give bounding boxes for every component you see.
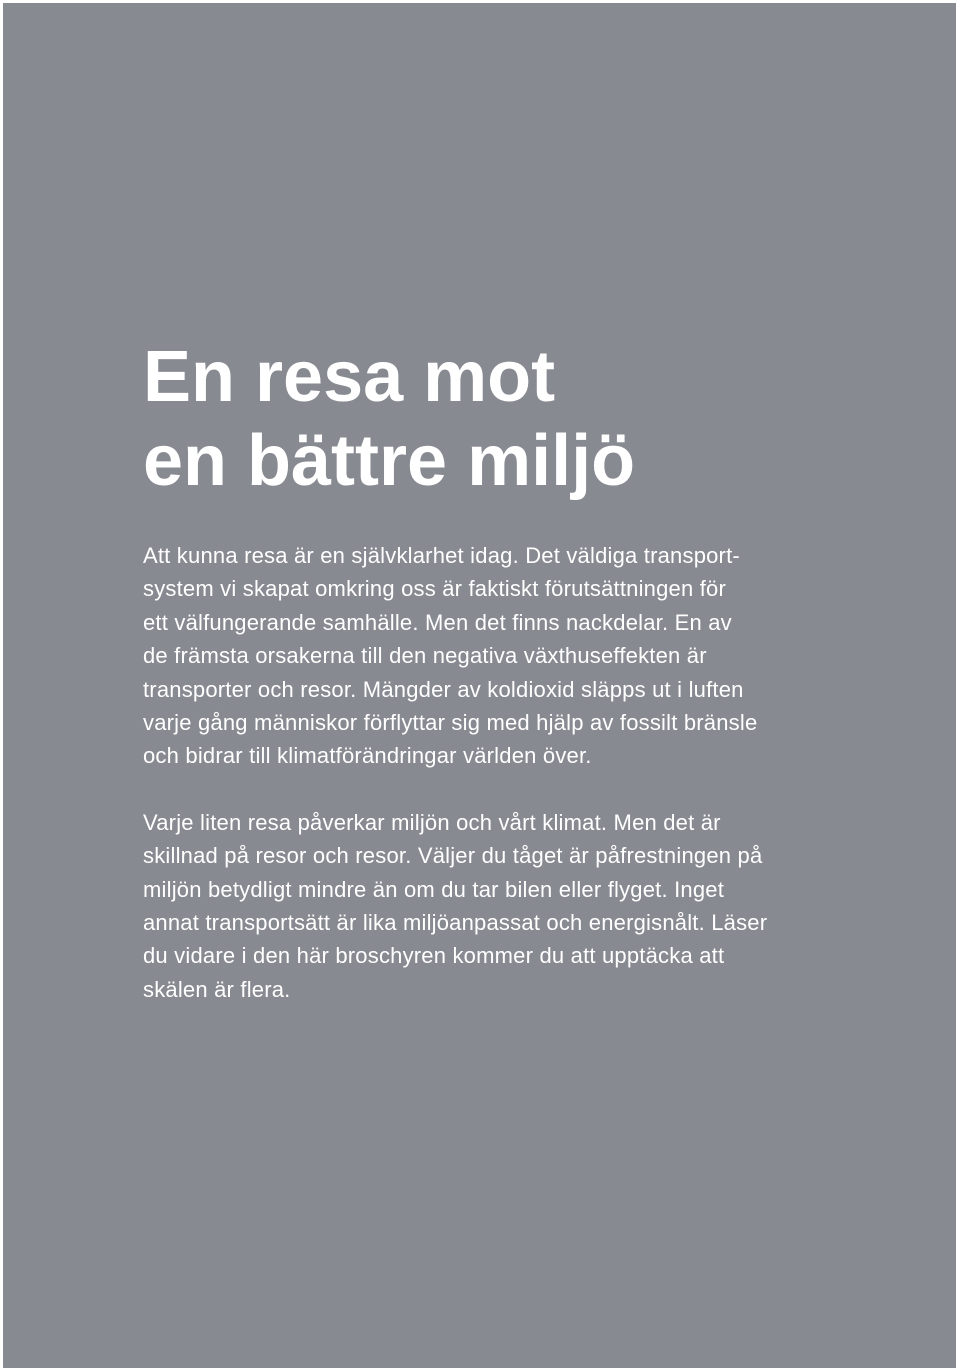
paragraph-line: miljön betydligt mindre än om du tar bilen eller flyget. Inget (143, 876, 725, 902)
paragraph-line: skälen är flera. (143, 976, 291, 1002)
paragraph-line: annat transportsätt är lika miljöanpassat och energisnålt. Läser (143, 910, 768, 936)
paragraph-line: system vi skapat omkring oss är faktiskt förutsättningen för (143, 576, 727, 602)
title-line-1: En resa mot (143, 337, 556, 417)
paragraph-line: Att kunna resa är en självklarhet idag. Det väldiga transport- (143, 543, 740, 568)
page-title (143, 335, 843, 503)
body-text (143, 539, 843, 1006)
paragraph-2 (143, 806, 843, 1006)
paragraph-1 (143, 539, 843, 773)
paragraph-line: varje gång människor förflyttar sig med hjälp av fossilt bränsle (143, 710, 758, 736)
paragraph-line: de främsta orsakerna till den negativa växthuseffekten är (143, 643, 707, 669)
brochure-page (3, 3, 956, 1368)
title-line-2: en bättre miljö (143, 421, 636, 501)
paragraph-line: Varje liten resa påverkar miljön och vårt klimat. Men det är (143, 809, 721, 835)
page-content (143, 335, 843, 1006)
paragraph-line: ett välfungerande samhälle. Men det finns nackdelar. En av (143, 609, 732, 635)
paragraph-line: och bidrar till klimatförändringar världen över. (143, 743, 592, 769)
paragraph-line: du vidare i den här broschyren kommer du att upptäcka att (143, 943, 725, 969)
paragraph-line: transporter och resor. Mängder av koldioxid släpps ut i luften (143, 676, 744, 702)
paragraph-line: skillnad på resor och resor. Väljer du tåget är påfrestningen på (143, 843, 763, 869)
